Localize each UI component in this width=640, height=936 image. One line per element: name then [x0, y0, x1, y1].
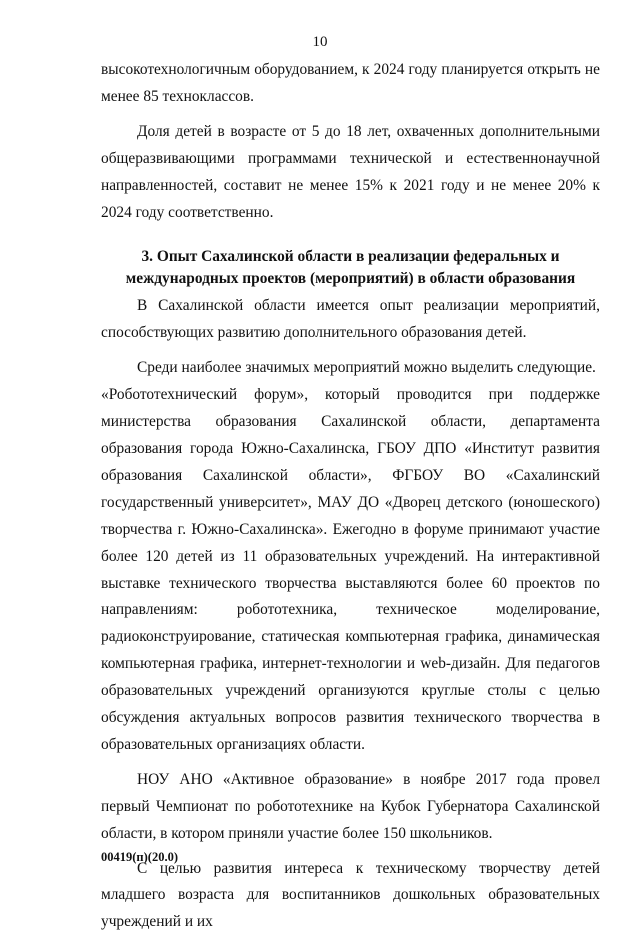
section-heading: 3. Опыт Сахалинской области в реализации федеральных и международных проектов (мероприятий) в области образования — [125, 248, 576, 288]
document-code: 00419(п)(20.0) — [101, 850, 178, 864]
paragraph-children-share: Доля детей в возрасте от 5 до 18 лет, охваченных дополнительными общеразвивающими программами технической и естественнонаучной направленностей, составит не менее 15% к 2021 году и не менее 20% к 2024 году соответственно. — [101, 122, 600, 221]
page-number: 10 — [312, 34, 328, 50]
paragraph-sakhalin-experience: В Сахалинской области имеется опыт реализации мероприятий, способствующих развитию дополнительного образования детей. — [101, 297, 600, 342]
paragraph-equipment-continuation: высокотехнологичным оборудованием, к 2024 году планируется открыть не менее 85 техноклассов. — [101, 61, 600, 105]
paragraph-preschool-technical-creativity: С целью развития интереса к техническому творчеству детей младшего возраста для воспитанников дошкольных образовательных учреждений и их — [101, 859, 600, 931]
paragraph-robotics-championship: НОУ АНО «Активное образование» в ноябре 2017 года провел первый Чемпионат по робототехнике на Кубок Губернатора Сахалинской области, в котором приняли участие более 150 школьников. — [101, 770, 600, 842]
document-body — [101, 57, 600, 936]
paragraph-significant-events: Среди наиболее значимых мероприятий можно выделить следующие. — [137, 359, 596, 377]
paragraph-robotics-forum: «Робототехнический форум», который проводится при поддержке министерства образования Сахалинской области, департамента образования города Южно-Сахалинска, ГБОУ ДПО «Институт развития образования Сахалинской области», ФГБОУ ВО «Сахалинский государственный университет», МАУ ДО «Дворец детского (юношеского) творчества г. Южно-Сахалинска». Ежегодно в форуме принимают участие более 120 детей из 11 образовательных учреждений. На интерактивной выставке технического творчества выставляются более 60 проектов по направлениям: робототехника, техническое моделирование, радиоконструирование, статическая компьютерная графика, динамическая компьютерная графика, интернет-технологии и web-дизайн. Для педагогов образовательных учреждений организуются круглые столы с целью обсуждения актуальных вопросов развития технического творчества в образовательных организациях области. — [101, 386, 600, 753]
